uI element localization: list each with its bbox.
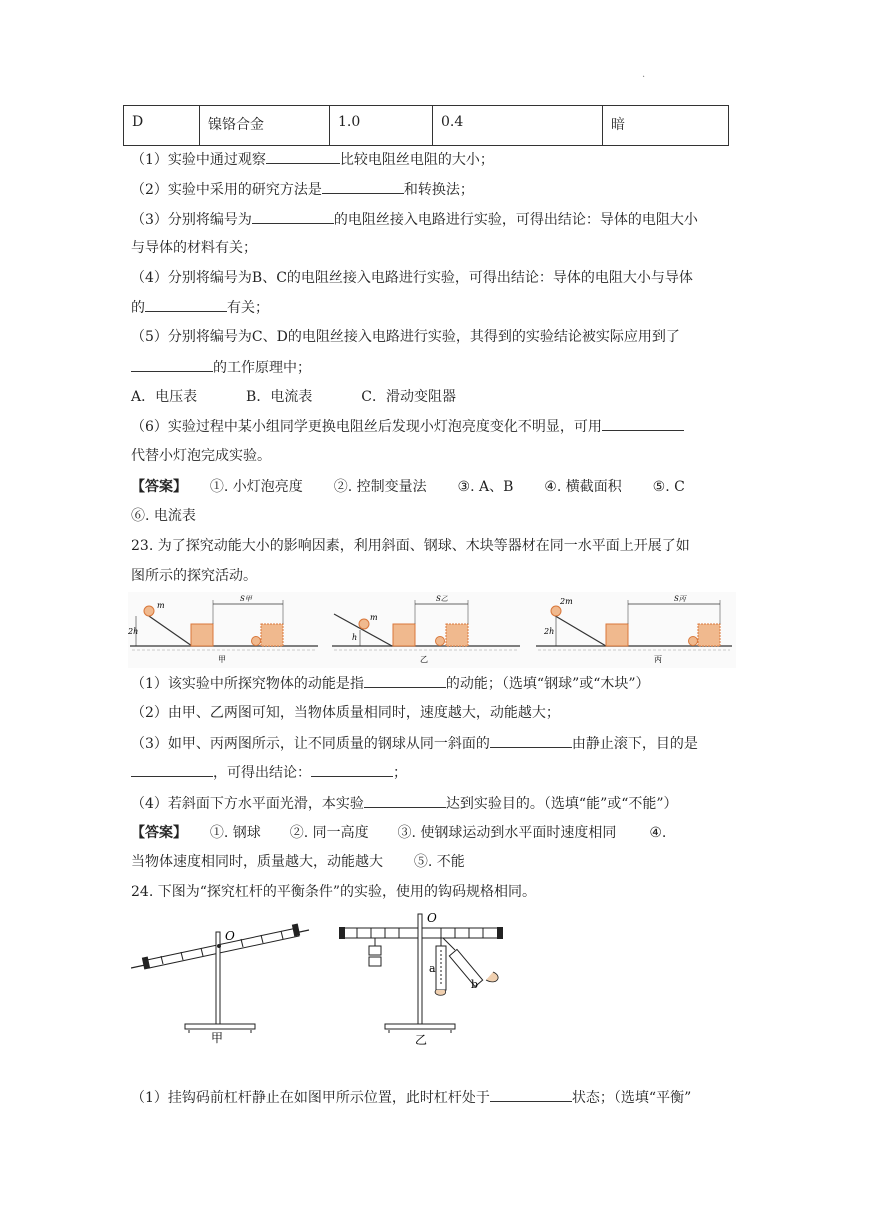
q23-text: 23. 为了探究动能大小的影响因素，利用斜面、钢球、木块等器材在同一水平面上开展了如 [131,538,690,554]
lever-figure [131,910,511,1050]
wood-block [191,624,213,646]
answer-blank [131,762,213,777]
q22-text: （1）实验中通过观察 [131,152,266,168]
q23-text: ； [393,765,407,781]
answer-tag: 【答案】 [131,479,187,495]
table-row [124,106,729,146]
q22-line-6 [131,297,269,318]
distance-label: S丙 [674,595,686,603]
answer-item: ③. A、B [457,479,514,495]
q23-line-5 [131,793,678,814]
answer-blank [602,416,684,431]
steel-ball [144,606,154,616]
q22-line-8 [131,357,311,378]
answer-blank [490,1087,572,1102]
q23-stem-1 [131,536,690,556]
scale-label-a: a [429,962,436,975]
distance-label: S乙 [436,595,448,603]
q22-text: 比较电阻丝电阻的大小； [339,152,494,168]
table-cell-material: 镍铬合金 [200,106,330,146]
pivot-label: O [225,929,235,943]
option-c: C．滑动变阻器 [361,389,456,405]
q22-text: 代替小灯泡完成实验。 [131,448,271,464]
q23-text: （2）由甲、乙两图可知，当物体质量相同时，速度越大，动能越大； [131,705,560,721]
distance-label: S甲 [240,595,252,603]
q22-answer [131,477,685,497]
q23-line-1 [131,673,650,694]
height-label: 2h [128,627,139,636]
q22-line-2 [131,179,474,200]
wood-block-final [446,624,468,646]
q22-text: 的电阻丝接入电路进行实验，可得出结论：导体的电阻大小 [333,212,698,228]
answer-blank [322,179,404,194]
panel-label: 乙 [415,1033,428,1047]
q22-answer-2 [131,506,196,526]
option-b: B．电流表 [246,389,313,405]
answer-item: ④. [649,825,667,841]
q22-options [131,387,456,407]
lever-panel-jia [131,924,309,1045]
page-mark: · [642,72,646,83]
q22-text: （5）分别将编号为C、D的电阻丝接入电路进行实验，其得到的实验结论被实际应用到了 [131,329,680,345]
answer-blank [364,793,446,808]
answer-tag: 【答案】 [131,825,187,841]
answer-item: ⑥. 电流表 [131,508,196,524]
answer-item: ②. 控制变量法 [333,479,427,495]
steel-ball [551,606,561,616]
table-cell-id: D [124,106,200,146]
wood-block [606,624,628,646]
answer-blank [252,209,334,224]
q23-stem-2 [131,566,257,586]
lever-panel-yi [339,911,503,1047]
panel-label: 甲 [211,1031,224,1045]
q24-stem [131,882,536,902]
hook-weight [369,946,381,955]
q22-text: 和转换法； [403,182,474,198]
q23-text: 由静止滚下，目的是 [571,736,698,752]
panel-label: 丙 [654,655,662,664]
answer-item: ⑤. 不能 [413,854,465,870]
q22-line-5 [131,268,693,288]
q22-text: 有关； [227,300,269,316]
height-label: h [352,633,358,642]
answer-blank [145,297,227,312]
kinetic-energy-figure [128,592,736,668]
q22-line-3 [131,209,698,230]
wood-block [393,624,415,646]
q23-line-2 [131,703,560,723]
mass-label: m [157,601,165,610]
q22-line-9 [131,416,684,437]
q23-text: （4）若斜面下方水平面光滑，本实验 [131,796,364,812]
q22-text: （3）分别将编号为 [131,212,252,228]
q23-answer-2 [131,852,465,872]
q22-text: 与导体的材料有关； [131,240,257,256]
steel-ball [359,619,369,629]
q23-text: 的动能；（选填“钢球”或“木块”） [445,676,650,692]
answer-blank [364,673,446,688]
q22-line-1 [131,149,494,170]
q22-line-4 [131,238,257,258]
q22-text: 的工作原理中； [213,360,311,376]
q23-answer [131,823,666,843]
answer-item: ③. 使钢球运动到水平面时速度相同 [397,825,617,841]
q23-line-3 [131,733,698,754]
q24-line-1 [131,1087,691,1108]
mass-label: 2m [560,597,573,606]
answer-item: ④. 横截面积 [544,479,622,495]
q23-line-4 [131,762,407,783]
q24-text: 状态；（选填“平衡” [571,1090,692,1106]
resistance-table-row [123,105,729,146]
q22-line-7 [131,327,680,347]
q22-text: （4）分别将编号为B、C的电阻丝接入电路进行实验，可得出结论：导体的电阻大小与导体 [131,270,693,286]
q22-text: （6）实验过程中某小组同学更换电阻丝后发现小灯泡亮度变化不明显，可用 [131,419,602,435]
answer-blank [490,733,572,748]
hook-weight [369,957,381,966]
wood-block-final [698,624,720,646]
option-a: A．电压表 [131,389,198,405]
answer-blank [266,149,340,164]
q23-text: 图所示的探究活动。 [131,568,257,584]
pivot-label: O [427,911,437,925]
answer-item: ①. 钢球 [209,825,261,841]
scale-label-b: b [471,978,479,991]
height-label: 2h [544,627,555,636]
answer-item: ⑤. C [652,479,685,495]
answer-blank [131,357,213,372]
answer-item: ①. 小灯泡亮度 [209,479,303,495]
answer-item: 当物体速度相同时，质量越大，动能越大 [131,854,383,870]
q24-text: 24. 下图为“探究杠杆的平衡条件”的实验，使用的钩码规格相同。 [131,884,537,900]
q22-text: 的 [131,300,145,316]
panel-label: 甲 [218,655,226,664]
q23-text: （3）如甲、丙两图所示，让不同质量的钢球从同一斜面的 [131,736,490,752]
q23-text: 达到实验目的。（选填“能”或“不能”） [445,796,678,812]
wood-block-final [261,624,283,646]
q23-text: ，可得出结论： [213,765,311,781]
q23-text: （1）该实验中所探究物体的动能是指 [131,676,364,692]
table-cell-brightness: 暗 [603,106,729,146]
q24-text: （1）挂钩码前杠杆静止在如图甲所示位置，此时杠杆处于 [131,1090,490,1106]
table-cell-area: 0.4 [433,106,603,146]
table-cell-length: 1.0 [330,106,433,146]
q22-text: （2）实验中采用的研究方法是 [131,182,322,198]
q22-line-10 [131,446,271,466]
answer-blank [311,762,393,777]
answer-item: ②. 同一高度 [289,825,369,841]
mass-label: m [370,613,378,622]
panel-label: 乙 [420,655,428,664]
